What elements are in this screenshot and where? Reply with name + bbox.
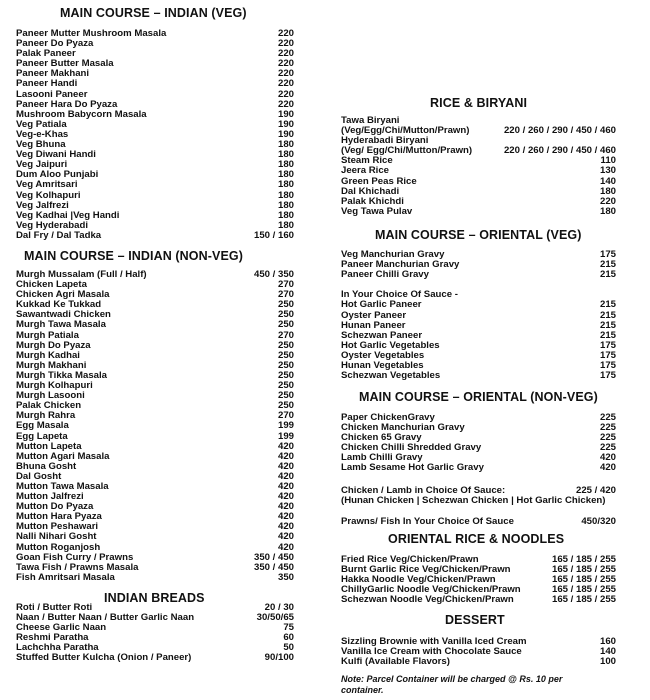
item-name: Veg Kadhai |Veg Handi: [16, 210, 120, 221]
list-item: [341, 341, 616, 351]
list-item: [341, 351, 616, 361]
heading-indian-nonveg: MAIN COURSE – INDIAN (NON-VEG): [24, 249, 243, 263]
item-price: 270: [277, 329, 294, 341]
item-price: 180: [599, 205, 616, 217]
item-name: (Veg/Egg/Chi/Mutton/Prawn): [341, 126, 470, 137]
list-item: [16, 110, 294, 120]
list-item: [16, 472, 294, 482]
item-name: Green Peas Rice: [341, 176, 417, 187]
item-name: Murgh Patiala: [16, 330, 79, 341]
item-price: 175: [599, 370, 616, 382]
item-name: Lasooni Paneer: [16, 89, 88, 100]
list-item: [16, 90, 294, 100]
item-price: 75: [283, 622, 294, 634]
list-item: [16, 39, 294, 49]
item-price: 175: [599, 360, 616, 372]
item-name: Schezwan Vegetables: [341, 371, 441, 382]
heading-indian-veg: MAIN COURSE – INDIAN (VEG): [60, 6, 247, 20]
item-price: 220: [277, 38, 294, 50]
item-price: 165 / 185 / 255: [551, 594, 616, 606]
list-item: [16, 160, 294, 170]
item-name: (Veg/ Egg/Chi/Mutton/Prawn): [341, 146, 473, 157]
list-item: [16, 502, 294, 512]
list-item: [16, 613, 294, 623]
item-price: 220: [277, 68, 294, 80]
list-item: [16, 522, 294, 532]
item-price: 180: [599, 185, 616, 197]
list-item: [16, 320, 294, 330]
item-name: Dal Khichadi: [341, 186, 400, 197]
item-name: Murgh Tawa Masala: [16, 320, 106, 331]
item-name: Lamb Sesame Hot Garlic Gravy: [341, 463, 484, 474]
item-name: Veg-e-Khas: [16, 129, 69, 140]
item-name: Chicken Agri Masala: [16, 290, 110, 301]
item-price: 175: [599, 339, 616, 351]
item-name: Mutton Agari Masala: [16, 451, 110, 462]
list-item: [16, 211, 294, 221]
item-price: 30/50/65: [256, 612, 294, 624]
list-item: [16, 231, 294, 241]
item-name: Veg Diwani Handi: [16, 150, 96, 161]
list-item: [341, 300, 616, 310]
list-item: [16, 421, 294, 431]
item-price: 110: [600, 155, 616, 167]
item-price: 250: [277, 390, 294, 402]
item-price: 190: [277, 108, 294, 120]
parcel-note: Note: Parcel Container will be charged @ Rs. 10 per container.: [341, 674, 563, 695]
list-item: [16, 361, 294, 371]
item-price: 250: [277, 319, 294, 331]
item-price: 220: [277, 98, 294, 110]
item-price: 215: [599, 319, 616, 331]
tawa-biryani-title: Tawa Biryani: [341, 115, 400, 126]
item-price: 250: [277, 359, 294, 371]
item-name: Oyster Vegetables: [341, 350, 425, 361]
item-name: Goan Fish Curry / Prawns: [16, 552, 134, 563]
item-price: 215: [599, 329, 616, 341]
list-item: [16, 180, 294, 190]
list-item: [16, 532, 294, 542]
item-name: Chicken Chilli Shredded Gravy: [341, 443, 482, 454]
item-name: Veg Patiala: [16, 119, 67, 130]
item-price: 100: [599, 656, 616, 668]
list-item: [16, 553, 294, 563]
list-item: [16, 411, 294, 421]
list-item: [341, 260, 616, 270]
list-item: [341, 361, 616, 371]
list-item: [16, 300, 294, 310]
item-price: 350 / 450: [253, 551, 294, 563]
item-name: Veg Amritsari: [16, 180, 78, 191]
item-name: Hunan Paneer: [341, 320, 406, 331]
item-price: 165 / 185 / 255: [551, 584, 616, 596]
item-name: Paneer Butter Masala: [16, 59, 114, 70]
item-price: 165 / 185 / 255: [551, 564, 616, 576]
list-item: [341, 187, 616, 197]
list-item: [16, 623, 294, 633]
list-item: [16, 432, 294, 442]
list-item: [341, 331, 616, 341]
item-name: Cheese Garlic Naan: [16, 623, 107, 634]
list-oriental-veg-sauce: [341, 300, 616, 381]
item-price: 60: [283, 632, 294, 644]
item-name: Kukkad Ke Tukkad: [16, 300, 102, 311]
item-price: 420: [277, 521, 294, 533]
list-item: [16, 290, 294, 300]
oriental-nonveg-block: [341, 413, 616, 527]
item-name: ChillyGarlic Noodle Veg/Chicken/Prawn: [341, 585, 521, 596]
list-item: [16, 341, 294, 351]
item-name: Hakka Noodle Veg/Chicken/Prawn: [341, 575, 496, 586]
heading-indian-breads: INDIAN BREADS: [104, 591, 205, 605]
item-name: Jeera Rice: [341, 166, 390, 177]
list-item: [341, 595, 616, 605]
item-price: 180: [277, 189, 294, 201]
item-name: Veg Bhuna: [16, 140, 66, 151]
list-oriental-rice-noodles: [341, 555, 616, 605]
item-price: 250: [277, 339, 294, 351]
item-price: 250: [277, 369, 294, 381]
item-name: Veg Manchurian Gravy: [341, 250, 445, 260]
item-price: 420: [599, 452, 616, 464]
list-oriental-veg: [341, 250, 616, 280]
item-price: 420: [277, 480, 294, 492]
list-oriental-nonveg: [341, 413, 616, 474]
item-price: 250: [277, 309, 294, 321]
item-price: 250: [277, 380, 294, 392]
item-name: Mutton Hara Pyaza: [16, 512, 102, 523]
list-item: [16, 371, 294, 381]
item-name: Mutton Jalfrezi: [16, 492, 84, 503]
item-price: 420: [277, 491, 294, 503]
item-name: Lachchha Paratha: [16, 643, 99, 654]
list-item: [16, 79, 294, 89]
list-item: [16, 351, 294, 361]
item-name: Murgh Tikka Masala: [16, 370, 107, 381]
rice-biryani-block: [341, 116, 616, 217]
item-name: Mushroom Babycorn Masala: [16, 109, 147, 120]
item-name: Palak Chicken: [16, 401, 82, 412]
list-indian-veg: [16, 29, 294, 241]
item-price: 350: [277, 571, 294, 583]
list-item: [341, 197, 616, 207]
sauce-choice-subtitle: (Hunan Chicken | Schezwan Chicken | Hot Garlic Chicken): [341, 494, 606, 506]
list-item: [16, 401, 294, 411]
item-name: Chicken / Lamb in Choice Of Sauce:: [341, 485, 506, 496]
hyderabadi-biryani-title: Hyderabadi Biryani: [341, 135, 429, 147]
item-name: Naan / Butter Naan / Butter Garlic Naan: [16, 613, 195, 624]
item-name: Mutton Roganjosh: [16, 542, 101, 553]
item-price: 180: [277, 209, 294, 221]
oriental-veg-block: [341, 250, 616, 381]
item-name: Prawns/ Fish In Your Choice Of Sauce: [341, 516, 514, 527]
item-price: 215: [599, 309, 616, 321]
list-item: [341, 637, 616, 647]
item-name: Dum Aloo Punjabi: [16, 170, 99, 181]
item-name: Murgh Kadhai: [16, 350, 80, 361]
list-indian-nonveg: [16, 270, 294, 583]
item-name: Lamb Chilli Gravy: [341, 453, 423, 464]
item-name: Paneer Handi: [16, 79, 78, 90]
item-price: 150 / 160: [253, 229, 294, 241]
item-price: 180: [277, 179, 294, 191]
item-name: Steam Rice: [341, 156, 393, 167]
item-price: 225: [599, 412, 616, 423]
item-price: 420: [277, 450, 294, 462]
item-price: 350 / 450: [253, 561, 294, 573]
list-item: [341, 250, 616, 260]
list-dessert: [341, 637, 616, 667]
list-item: [16, 170, 294, 180]
list-item: [16, 492, 294, 502]
item-name: Veg Tawa Pulav: [341, 206, 413, 217]
item-name: Dal Fry / Dal Tadka: [16, 230, 102, 241]
item-name: Schezwan Paneer: [341, 330, 423, 341]
item-price: 180: [277, 139, 294, 151]
item-name: Vanilla Ice Cream with Chocolate Sauce: [341, 647, 522, 658]
heading-oriental-rice-noodles: ORIENTAL RICE & NOODLES: [388, 532, 565, 546]
list-item: [341, 371, 616, 381]
list-item: [16, 442, 294, 452]
list-item: [16, 191, 294, 201]
list-item: [341, 177, 616, 187]
item-name: Hunan Vegetables: [341, 361, 424, 372]
item-name: Chicken Manchurian Gravy: [341, 423, 465, 434]
list-item: [16, 381, 294, 391]
item-name: Murgh Makhani: [16, 360, 87, 371]
item-price: 190: [277, 118, 294, 130]
item-name: Mutton Do Pyaza: [16, 502, 94, 513]
list-item: [16, 391, 294, 401]
list-item: [341, 146, 616, 156]
list-item: [341, 453, 616, 463]
item-name: Mutton Peshawari: [16, 522, 99, 533]
item-name: Stuffed Butter Kulcha (Onion / Paneer): [16, 653, 192, 664]
item-name: Murgh Do Pyaza: [16, 340, 91, 351]
heading-oriental-veg: MAIN COURSE – ORIENTAL (VEG): [375, 228, 582, 242]
item-price: 165 / 185 / 255: [551, 574, 616, 586]
list-item: [341, 270, 616, 280]
item-price: 180: [277, 219, 294, 231]
item-price: 270: [277, 279, 294, 291]
item-price: 180: [277, 159, 294, 171]
item-name: Murgh Kolhapuri: [16, 381, 93, 392]
item-price: 450/320: [581, 515, 616, 527]
item-name: Hot Garlic Vegetables: [341, 340, 440, 351]
item-price: 420: [277, 470, 294, 482]
list-item: [16, 221, 294, 231]
item-name: Murgh Lasooni: [16, 391, 85, 402]
item-name: Paneer Hara Do Pyaza: [16, 99, 118, 110]
list-item: [16, 140, 294, 150]
list-item: [16, 310, 294, 320]
list-item: [16, 130, 294, 140]
heading-oriental-nonveg: MAIN COURSE – ORIENTAL (NON-VEG): [359, 390, 598, 404]
item-name: Chicken Lapeta: [16, 280, 87, 291]
item-name: Mutton Tawa Masala: [16, 481, 109, 492]
item-name: Veg Hyderabadi: [16, 220, 88, 231]
list-item: [341, 321, 616, 331]
item-price: 20 / 30: [264, 602, 294, 613]
list-item: [16, 512, 294, 522]
item-name: Mutton Lapeta: [16, 441, 82, 452]
heading-rice-biryani: RICE & BIRYANI: [430, 96, 528, 110]
item-price: 160: [599, 636, 616, 647]
list-item: [341, 463, 616, 473]
item-price: 220: [277, 58, 294, 70]
item-name: Paneer Makhani: [16, 69, 90, 80]
item-price: 420: [277, 531, 294, 543]
item-price: 225 / 420: [575, 484, 616, 496]
list-item: [341, 657, 616, 667]
item-name: Burnt Garlic Rice Veg/Chicken/Prawn: [341, 565, 511, 576]
item-name: Fried Rice Veg/Chicken/Prawn: [341, 555, 479, 565]
item-name: Roti / Butter Roti: [16, 603, 93, 613]
item-price: 190: [277, 128, 294, 140]
item-name: Egg Lapeta: [16, 431, 68, 442]
list-rice: [341, 156, 616, 217]
item-price: 220: [277, 48, 294, 60]
list-item: [341, 207, 616, 217]
item-name: Nalli Nihari Gosht: [16, 532, 97, 543]
item-price: 215: [599, 299, 616, 311]
item-price: 450 / 350: [253, 269, 294, 280]
item-name: Murgh Rahra: [16, 411, 76, 422]
item-price: 225: [599, 422, 616, 434]
sauce-choice-label: In Your Choice Of Sauce -: [341, 289, 458, 301]
item-price: 180: [277, 149, 294, 161]
list-item: [16, 201, 294, 211]
list-item: [341, 443, 616, 453]
item-name: Reshmi Paratha: [16, 633, 89, 644]
item-price: 140: [599, 175, 616, 187]
list-item: [16, 69, 294, 79]
item-name: Paneer Do Pyaza: [16, 39, 94, 50]
item-price: 199: [277, 420, 294, 432]
item-name: Paneer Chilli Gravy: [341, 270, 429, 281]
heading-dessert: DESSERT: [445, 613, 505, 627]
list-item: [16, 280, 294, 290]
item-price: 50: [283, 642, 294, 654]
list-item: [341, 413, 616, 423]
item-price: 220: [599, 195, 616, 207]
item-price: 420: [277, 541, 294, 553]
item-price: 215: [599, 269, 616, 281]
item-name: Paper ChickenGravy: [341, 413, 435, 423]
item-price: 140: [599, 646, 616, 658]
item-price: 270: [277, 410, 294, 422]
item-price: 215: [599, 259, 616, 271]
list-item: [16, 100, 294, 110]
item-price: 420: [599, 462, 616, 474]
item-price: 180: [277, 199, 294, 211]
list-item: [341, 311, 616, 321]
item-name: Murgh Mussalam (Full / Half): [16, 270, 147, 280]
item-name: Paneer Manchurian Gravy: [341, 260, 460, 271]
item-price: 220: [277, 88, 294, 100]
item-name: Veg Jalfrezi: [16, 200, 69, 211]
item-name: Egg Masala: [16, 421, 69, 432]
list-item: [16, 49, 294, 59]
item-name: Veg Jaipuri: [16, 160, 68, 171]
list-item: [16, 331, 294, 341]
list-item: [341, 423, 616, 433]
list-item: [16, 270, 294, 280]
list-item: [16, 543, 294, 553]
item-price: 250: [277, 400, 294, 412]
item-name: Schezwan Noodle Veg/Chicken/Prawn: [341, 595, 514, 606]
item-price: 220: [277, 78, 294, 90]
list-item: [341, 433, 616, 443]
item-name: Kulfi (Available Flavors): [341, 657, 450, 668]
item-price: 165 / 185 / 255: [551, 554, 616, 565]
item-name: Tawa Fish / Prawns Masala: [16, 562, 139, 573]
item-name: Sawantwadi Chicken: [16, 310, 111, 321]
item-name: Veg Kolhapuri: [16, 190, 81, 201]
list-item: [341, 517, 616, 527]
list-item: [16, 633, 294, 643]
item-price: 420: [277, 460, 294, 472]
list-item: [16, 29, 294, 39]
item-name: Paneer Mutter Mushroom Masala: [16, 29, 167, 39]
list-item: [16, 482, 294, 492]
list-item: [16, 120, 294, 130]
item-name: Sizzling Brownie with Vanilla Iced Cream: [341, 637, 527, 647]
list-item: [16, 603, 294, 613]
item-price: 420: [277, 501, 294, 513]
item-price: 420: [277, 511, 294, 523]
item-name: Chicken 65 Gravy: [341, 433, 422, 444]
item-price: 175: [599, 349, 616, 361]
list-item: [341, 156, 616, 166]
list-item: [16, 59, 294, 69]
item-name: Palak Paneer: [16, 49, 76, 60]
item-name: Oyster Paneer: [341, 310, 407, 321]
item-price: 220: [277, 28, 294, 39]
list-item: [341, 166, 616, 176]
list-item: [341, 647, 616, 657]
list-item: [16, 150, 294, 160]
item-price: 180: [277, 169, 294, 181]
dessert-block: [341, 637, 616, 695]
item-price: 90/100: [264, 652, 294, 664]
item-price: 199: [277, 430, 294, 442]
list-indian-breads: [16, 603, 294, 664]
item-price: 270: [277, 289, 294, 301]
list-item: [16, 573, 294, 583]
item-price: 420: [277, 440, 294, 452]
list-item: [16, 563, 294, 573]
item-price: 175: [599, 249, 616, 260]
item-name: Bhuna Gosht: [16, 461, 77, 472]
list-item: [16, 643, 294, 653]
list-item: [16, 452, 294, 462]
item-price: 130: [599, 165, 616, 177]
item-price: 220 / 260 / 290 / 450 / 460: [503, 125, 616, 137]
item-price: 225: [599, 432, 616, 444]
item-name: Palak Khichdi: [341, 196, 404, 207]
list-item: [16, 653, 294, 663]
item-price: 220 / 260 / 290 / 450 / 460: [503, 145, 616, 157]
item-price: 250: [277, 299, 294, 311]
item-name: Hot Garlic Paneer: [341, 300, 422, 311]
list-item: [16, 462, 294, 472]
item-price: 225: [599, 442, 616, 454]
item-name: Fish Amritsari Masala: [16, 572, 115, 583]
item-price: 250: [277, 349, 294, 361]
item-name: Dal Gosht: [16, 471, 62, 482]
